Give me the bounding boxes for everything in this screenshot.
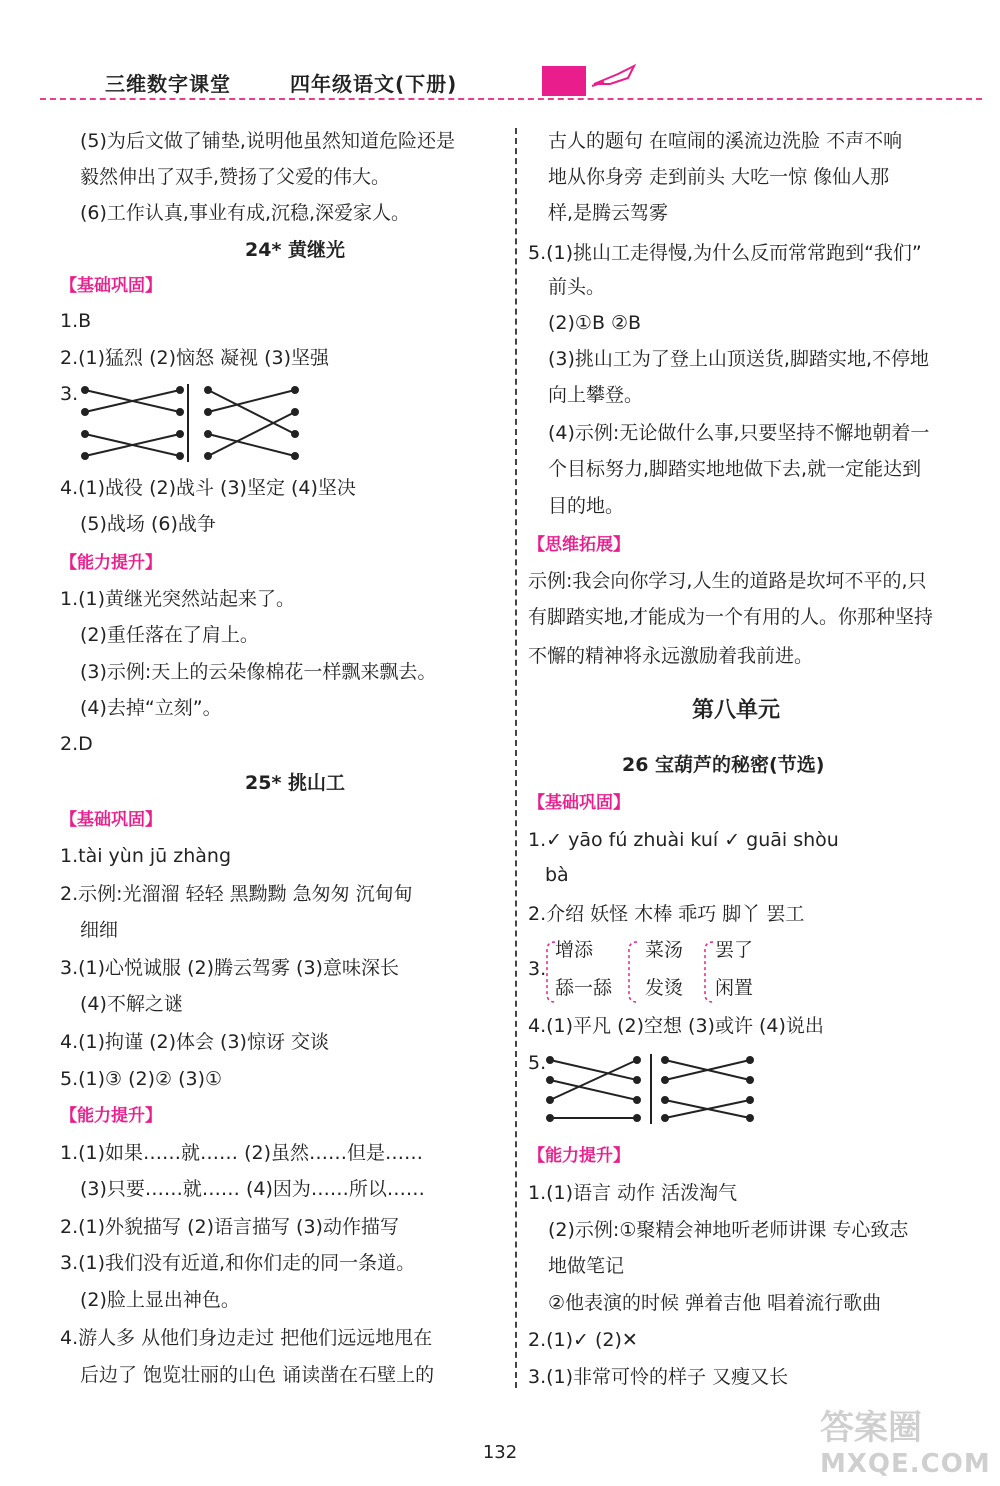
text-line: (5)为后文做了铺垫,说明他虽然知道危险还是 [80,130,455,152]
text-line: bà [545,864,569,886]
text-line: 3.(1)非常可怜的样子 又瘦又长 [528,1366,789,1388]
text-line: 4.(1)平凡 (2)空想 (3)或许 (4)说出 [528,1015,824,1037]
text-line: 4.(1)拘谨 (2)体会 (3)惊讶 交谈 [60,1031,329,1053]
column-divider [515,128,517,1388]
grouping-brackets [545,938,745,1006]
text-line: (2)重任落在了肩上。 [80,624,259,646]
text-line: 地从你身旁 走到前头 大吃一惊 像仙人那 [548,166,890,188]
text-line: 菜汤 [645,939,684,961]
text-line: 前头。 [548,276,606,298]
text-line: 向上攀登。 [548,384,644,406]
text-line: ②他表演的时候 弹着吉他 唱着流行歌曲 [548,1292,882,1314]
text-line: 古人的题句 在喧闹的溪流边洗脸 不声不响 [548,130,903,152]
text-line: 1.(1)如果……就…… (2)虽然……但是…… [60,1142,423,1164]
text-line: (5)战场 (6)战争 [80,513,216,535]
watermark-text: 答案圈 [820,1408,922,1448]
text-line: 舔一舔 [555,977,613,999]
text-line: 2.示例:光溜溜 轻轻 黑黝黝 急匆匆 沉甸甸 [60,883,413,905]
text-line: 1.(1)黄继光突然站起来了。 [60,588,296,610]
lesson-title: 24* 黄继光 [245,239,345,261]
text-line: 5. [528,1052,547,1074]
page-number: 132 [482,1442,518,1463]
text-line: 1.tài yùn jū zhàng [60,845,232,867]
rocket-icon [590,62,640,90]
text-line: 2.介绍 妖怪 木棒 乖巧 脚丫 罢工 [528,903,805,925]
section-tag: 【思维拓展】 [528,535,630,555]
text-line: 5.(1)挑山工走得慢,为什么反而常常跑到“我们” [528,242,922,264]
text-line: (3)示例:天上的云朵像棉花一样飘来飘去。 [80,661,437,683]
text-line: 个目标努力,脚踏实地地做下去,就一定能达到 [548,458,922,480]
header-brand: 三维数字课堂 [105,72,231,96]
header-book-title: 四年级语文(下册) [290,72,458,96]
text-line: 毅然伸出了双手,赞扬了父爱的伟大。 [80,166,391,188]
lesson-title: 25* 挑山工 [245,772,345,794]
matching-diagram [545,1052,760,1124]
text-line: 5.(1)③ (2)② (3)① [60,1068,223,1090]
lesson-title: 26 宝葫芦的秘密(节选) [622,754,825,776]
text-line: 1.(1)语言 动作 活泼淘气 [528,1182,738,1204]
text-line: 4.(1)战役 (2)战斗 (3)坚定 (4)坚决 [60,477,356,499]
text-line: 闲置 [715,977,754,999]
text-line: (3)挑山工为了登上山顶送货,脚踏实地,不停地 [548,348,929,370]
text-line: 细细 [80,919,119,941]
text-line: (4)不解之谜 [80,993,183,1015]
text-line: 3. [528,958,547,980]
matching-diagram [80,382,300,462]
text-line: (2)①B ②B [548,312,642,334]
text-line: 不懈的精神将永远激励着我前进。 [528,645,814,667]
text-line: 增添 [555,939,594,961]
text-line: 2.(1)猛烈 (2)恼怒 凝视 (3)坚强 [60,347,329,369]
watermark-logo [820,1400,991,1479]
text-line: 示例:我会向你学习,人生的道路是坎坷不平的,只 [528,570,927,592]
text-line: 1.✓ yāo fú zhuài kuí ✓ guāi shòu [528,829,839,851]
text-line: 3.(1)心悦诚服 (2)腾云驾雾 (3)意味深长 [60,957,399,979]
text-line: 4.游人多 从他们身边走过 把他们远远地甩在 [60,1327,433,1349]
text-line: (2)示例:①聚精会神地听老师讲课 专心致志 [548,1219,909,1241]
text-line: 2.(1)✓ (2)✕ [528,1329,638,1351]
text-line: 目的地。 [548,495,625,517]
text-line: 3. [60,383,79,405]
header-divider [40,98,982,100]
text-line: 3.(1)我们没有近道,和你们走的同一条道。 [60,1252,416,1274]
watermark-url: MXQE.COM [820,1449,991,1479]
text-line: (2)脸上显出神色。 [80,1289,240,1311]
text-line: 样,是腾云驾雾 [548,202,669,224]
unit-title: 第八单元 [692,698,781,723]
text-line: 发烫 [645,977,684,999]
text-line: (3)只要……就…… (4)因为……所以…… [80,1178,425,1200]
section-tag: 【能力提升】 [528,1146,630,1166]
section-tag: 【能力提升】 [60,553,162,573]
section-tag: 【能力提升】 [60,1106,162,1126]
text-line: (4)示例:无论做什么事,只要坚持不懈地朝着一 [548,422,930,444]
text-line: (6)工作认真,事业有成,沉稳,深爱家人。 [80,202,411,224]
section-tag: 【基础巩固】 [528,793,630,813]
text-line: 地做笔记 [548,1255,625,1277]
text-line: (4)去掉“立刻”。 [80,697,222,719]
header-pink-block [542,66,586,96]
text-line: 罢了 [715,939,754,961]
section-tag: 【基础巩固】 [60,276,162,296]
text-line: 有脚踏实地,才能成为一个有用的人。你那种坚持 [528,606,934,628]
text-line: 后边了 饱览壮丽的山色 诵读凿在石壁上的 [80,1364,435,1386]
text-line: 2.(1)外貌描写 (2)语言描写 (3)动作描写 [60,1216,399,1238]
section-tag: 【基础巩固】 [60,810,162,830]
text-line: 1.B [60,310,92,332]
text-line: 2.D [60,733,93,755]
